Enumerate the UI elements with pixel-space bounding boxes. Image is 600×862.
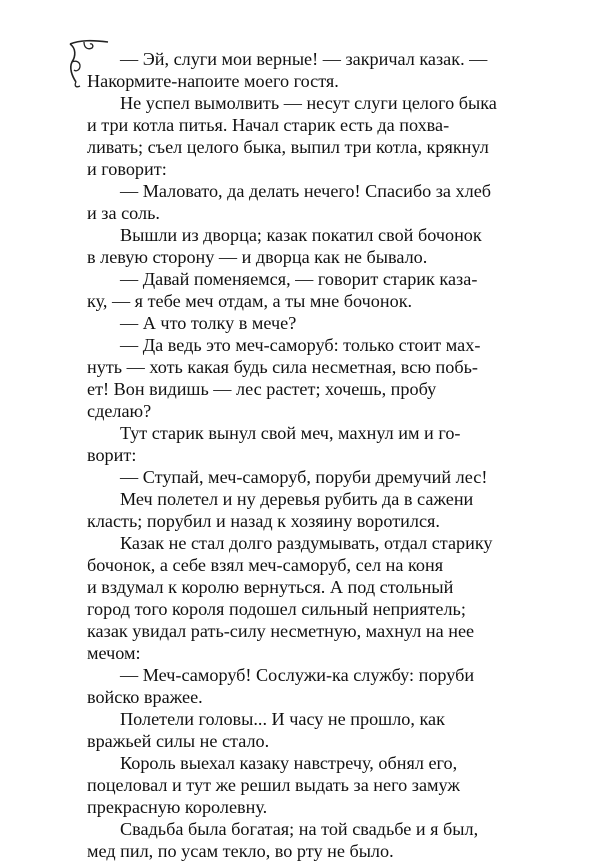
text-line: — Маловато, да делать нечего! Спасибо за хлеб <box>120 181 492 201</box>
paragraph <box>87 708 533 752</box>
paragraph <box>87 752 533 818</box>
text-line: в левую сторону — и дворца как не бывало. <box>87 247 428 267</box>
text-line: — Да ведь это меч-саморуб: только стоит мах- <box>120 335 481 355</box>
text-line: — Эй, слуги мои верные! — закричал казак. — <box>120 49 488 69</box>
text-line: ливать; съел целого быка, выпил три котла, крякнул <box>87 137 489 157</box>
text-line: — А что толку в мече? <box>120 313 297 333</box>
text-line: бочонок, а себе взял меч-саморуб, сел на коня <box>87 555 444 575</box>
paragraph <box>87 92 533 180</box>
text-line: и три котла питья. Начал старик есть да похва- <box>87 115 450 135</box>
text-line: мед пил, по усам текло, во рту не было. <box>87 841 394 861</box>
paragraph <box>87 532 533 664</box>
paragraph <box>87 664 533 708</box>
paragraph <box>87 224 533 268</box>
paragraph <box>87 422 533 466</box>
text-line: вражьей силы не стало. <box>87 731 270 751</box>
text-line: Полетели головы... И часу не прошло, как <box>120 709 445 729</box>
text-line: Не успел вымолвить — несут слуги целого быка <box>120 93 497 113</box>
text-line: — Меч-саморуб! Сослужи-ка службу: поруби <box>120 665 475 685</box>
text-line: прекрасную королевну. <box>87 797 268 817</box>
text-line: Тут старик вынул свой меч, махнул им и го- <box>120 423 461 443</box>
paragraph <box>87 268 533 312</box>
text-line: ку, — я тебе меч отдам, а ты мне бочонок. <box>87 291 413 311</box>
text-line: Король выехал казаку навстречу, обнял его, <box>120 753 458 773</box>
text-line: ворит: <box>87 445 137 465</box>
text-line: Меч полетел и ну деревья рубить да в сажени <box>120 489 474 509</box>
paragraph <box>87 488 533 532</box>
text-line: — Ступай, меч-саморуб, поруби дремучий лес! <box>120 467 488 487</box>
paragraph <box>87 48 533 92</box>
text-line: город того короля подошел сильный неприятель; <box>87 599 466 619</box>
text-line: поцеловал и тут же решил выдать за него замуж <box>87 775 460 795</box>
text-line: Свадьба была богатая; на той свадьбе и я был, <box>120 819 479 839</box>
paragraph <box>87 818 533 862</box>
text-line: Казак не стал долго раздумывать, отдал старику <box>120 533 493 553</box>
paragraph <box>87 312 533 334</box>
text-line: класть; порубил и назад к хозяину воротился. <box>87 511 440 531</box>
text-line: и вздумал к королю вернуться. А под стольный <box>87 577 454 597</box>
text-line: войско вражее. <box>87 687 203 707</box>
story-text <box>87 48 533 862</box>
text-line: — Давай поменяемся, — говорит старик каза- <box>120 269 478 289</box>
paragraph <box>87 180 533 224</box>
text-line: и за соль. <box>87 203 160 223</box>
text-line: и говорит: <box>87 159 167 179</box>
text-line: Накормите-напоите моего гостя. <box>87 71 339 91</box>
paragraph <box>87 334 533 422</box>
text-line: ет! Вон видишь — лес растет; хочешь, пробу <box>87 379 437 399</box>
text-line: сделаю? <box>87 401 152 421</box>
text-line: казак увидал рать-силу несметную, махнул на нее <box>87 621 475 641</box>
text-line: мечом: <box>87 643 141 663</box>
paragraph <box>87 466 533 488</box>
text-line: нуть — хоть какая будь сила несметная, всю побь- <box>87 357 478 377</box>
text-line: Вышли из дворца; казак покатил свой бочонок <box>120 225 482 245</box>
